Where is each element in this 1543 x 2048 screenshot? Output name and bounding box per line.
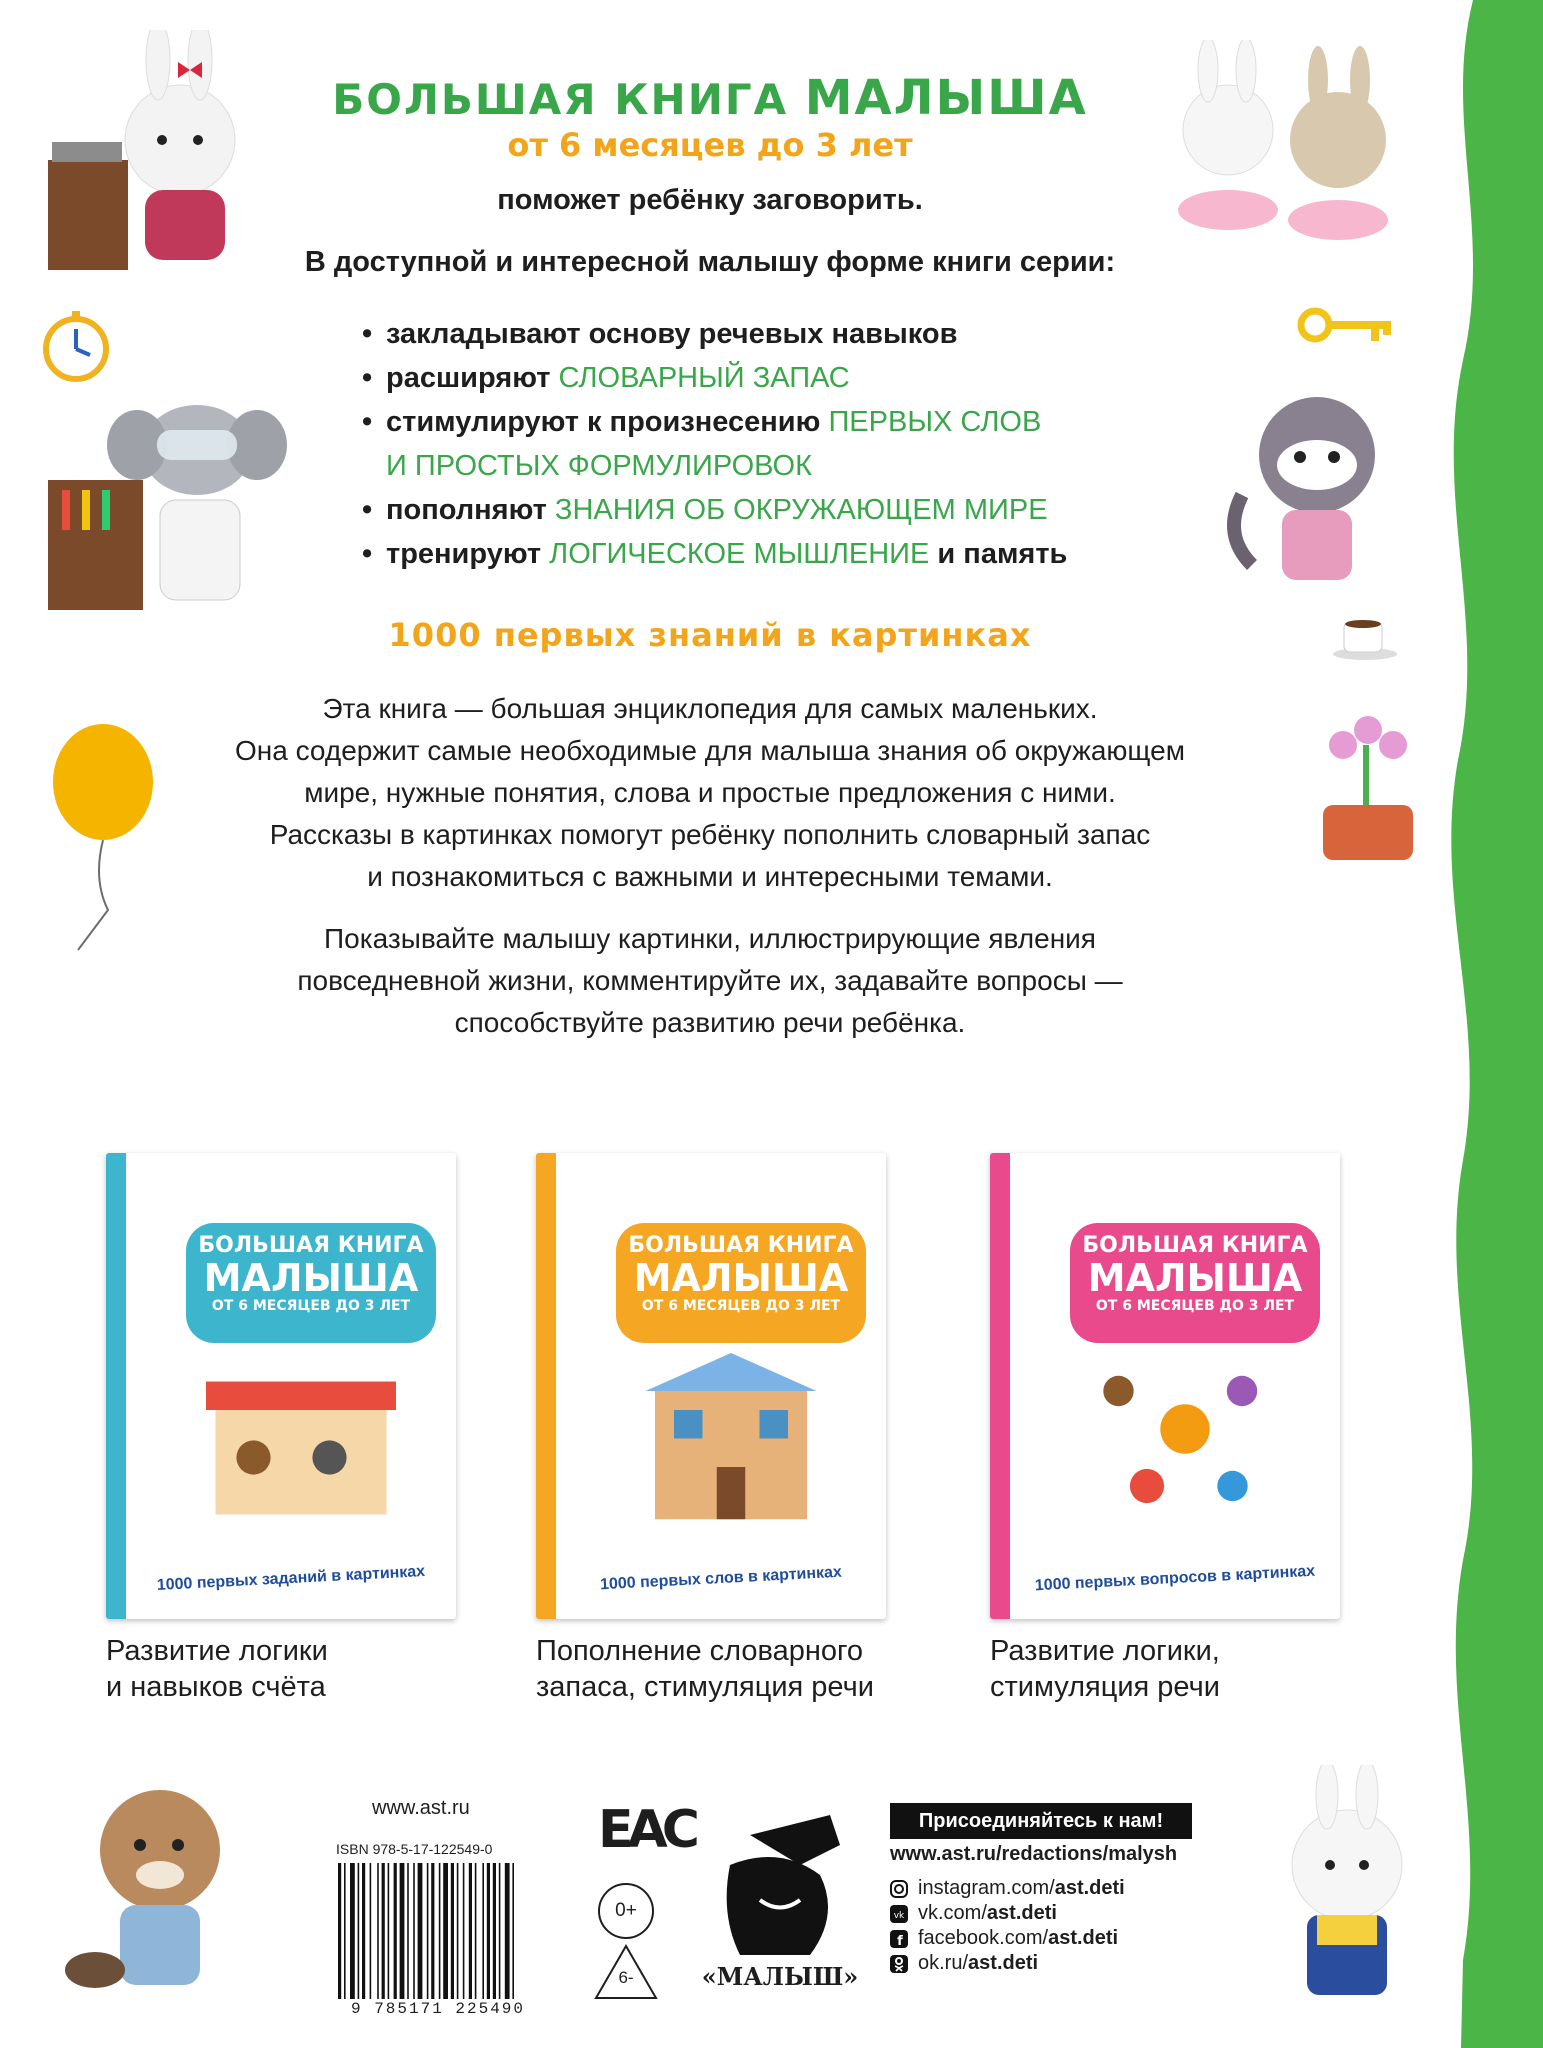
book-cover-title: БОЛЬШАЯ КНИГА МАЛЫША ОТ 6 МЕСЯЦЕВ ДО 3 ЛЕТ: [1070, 1223, 1320, 1343]
beaver-illustration: [60, 1765, 250, 2005]
barcode-bar: [469, 1863, 472, 1999]
book-caption-questions: Развитие логики, стимуляция речи: [990, 1635, 1220, 1703]
join-url-link[interactable]: www.ast.ru/redactions/malysh: [890, 1843, 1178, 1865]
barcode-bar: [512, 1863, 514, 1999]
book-cover-words: [536, 1153, 886, 1619]
barcode-bar: [505, 1863, 510, 1999]
barcode-bar: [388, 1863, 390, 1999]
barcode-bar: [413, 1863, 415, 1999]
series-intro-line: В доступной и интересной малышу форме книги серии:: [304, 246, 1116, 278]
malysh-logo-text: «МАЛЫШ»: [701, 1962, 859, 1991]
bunny-overalls-illustration: [1262, 1765, 1432, 2015]
age-rating-triangle: 6-: [592, 1942, 660, 2002]
book-caption-tasks: Развитие логики и навыков счёта: [106, 1635, 328, 1703]
list-item: • стимулируют к произнесению ПЕРВЫХ СЛОВ И ПРОСТЫХ ФОРМУЛИРОВОК: [360, 400, 1260, 488]
book-cover-banner: 1000 первых слов в картинках: [575, 1549, 867, 1608]
list-item: • тренируют ЛОГИЧЕСКОЕ МЫШЛЕНИЕ и память: [360, 532, 1260, 576]
list-item: • закладывают основу речевых навыков: [360, 312, 1260, 356]
book-cover-title: БОЛЬШАЯ КНИГА МАЛЫША ОТ 6 МЕСЯЦЕВ ДО 3 ЛЕТ: [616, 1223, 866, 1343]
social-link-vk[interactable]: vk vk.com/ ast.deti: [890, 1901, 1125, 1926]
barcode-bar: [482, 1863, 484, 1999]
market-stall-illustration: [206, 1353, 396, 1524]
stopwatch-icon: [36, 305, 116, 385]
book-cover-tasks: [106, 1153, 456, 1619]
barcode-bar: [457, 1863, 459, 1999]
flower-pot-illustration: [1303, 705, 1433, 865]
svg-text:f: f: [897, 1933, 903, 1948]
barcode-bar: [451, 1863, 454, 1999]
series-subtitle: от 6 месяцев до 3 лет: [507, 126, 913, 164]
ok-icon: [890, 1955, 908, 1973]
barcode-bar: [338, 1863, 341, 1999]
barcode: [336, 1863, 540, 1999]
barcode-bar: [370, 1863, 372, 1999]
barcode-bar: [377, 1863, 379, 1999]
barcode-bar: [400, 1863, 405, 1999]
barcode-bar: [439, 1863, 441, 1999]
scattered-objects-illustration: [1090, 1353, 1280, 1524]
barcode-bar: [418, 1863, 423, 1999]
barcode-bar: [493, 1863, 496, 1999]
section-title: 1000 первых знаний в картинках: [388, 616, 1032, 654]
book-cover-title: БОЛЬШАЯ КНИГА МАЛЫША ОТ 6 МЕСЯЦЕВ ДО 3 ЛЕТ: [186, 1223, 436, 1343]
barcode-bar: [427, 1863, 429, 1999]
book-cover-questions: [990, 1153, 1340, 1619]
isbn-text: ISBN 978-5-17-122549-0: [336, 1841, 493, 1857]
barcode-bar: [487, 1863, 490, 1999]
age-rating-circle: 0+: [598, 1883, 654, 1939]
barcode-bar: [443, 1863, 448, 1999]
instagram-icon: [890, 1880, 908, 1898]
vk-icon: [890, 1905, 908, 1923]
svg-text:vk: vk: [893, 1910, 905, 1921]
barcode-number: 9 785171 225490: [350, 2000, 526, 2018]
barcode-bar: [362, 1863, 365, 1999]
key-icon: [1297, 300, 1397, 350]
description-paragraph: Эта книга — большая энциклопедия для самых маленьких. Она содержит самые необходимые для малыша знания об окружающем мире, нужные понятия, слова и простые предложения с ними. Рассказы в картинках помогут ребёнку пополнить словарный запас и познакомиться с важными и интересными темами.: [235, 693, 1185, 892]
list-item: • пополняют ЗНАНИЯ ОБ ОКРУЖАЮЩЕМ МИРЕ: [360, 488, 1260, 532]
eac-mark: EAC: [598, 1800, 694, 1860]
intro-line: поможет ребёнку заговорить.: [497, 184, 923, 216]
barcode-bar: [431, 1863, 434, 1999]
barcode-bar: [499, 1863, 501, 1999]
social-link-facebook[interactable]: f facebook.com/ ast.deti: [890, 1926, 1125, 1951]
social-link-ok[interactable]: ok.ru/ ast.deti: [890, 1951, 1125, 1976]
social-links-list: [890, 1876, 1125, 1976]
publisher-url[interactable]: www.ast.ru: [372, 1797, 470, 1819]
social-link-instagram[interactable]: instagram.com/ ast.deti: [890, 1876, 1125, 1901]
barcode-bar: [407, 1863, 409, 1999]
advice-paragraph: Показывайте малышу картинки, иллюстрирующие явления повседневной жизни, комментируйте их, задавайте вопросы — способствуйте развитию речи ребёнка.: [297, 923, 1123, 1038]
barcode-bar: [382, 1863, 385, 1999]
barcode-bar: [358, 1863, 360, 1999]
series-title: БОЛЬШАЯ КНИГА МАЛЫША: [332, 70, 1088, 126]
book-cover-banner: 1000 первых вопросов в картинках: [1029, 1549, 1321, 1608]
barcode-bar: [463, 1863, 465, 1999]
join-us-banner: Присоединяйтесь к нам!: [890, 1803, 1192, 1839]
book-caption-words: Пополнение словарного запаса, стимуляция речи: [536, 1635, 874, 1703]
green-wavy-edge: [1433, 0, 1543, 2048]
book-cover-banner: 1000 первых заданий в картинках: [145, 1549, 437, 1608]
barcode-bar: [394, 1863, 397, 1999]
barcode-bar: [350, 1863, 355, 1999]
barcode-bar: [475, 1863, 477, 1999]
barcode-bar: [344, 1863, 346, 1999]
house-illustration: [636, 1353, 826, 1524]
benefits-list: [360, 312, 1260, 576]
facebook-icon: [890, 1930, 908, 1948]
elephant-lab-illustration: [42, 390, 292, 620]
list-item: • расширяют СЛОВАРНЫЙ ЗАПАС: [360, 356, 1260, 400]
